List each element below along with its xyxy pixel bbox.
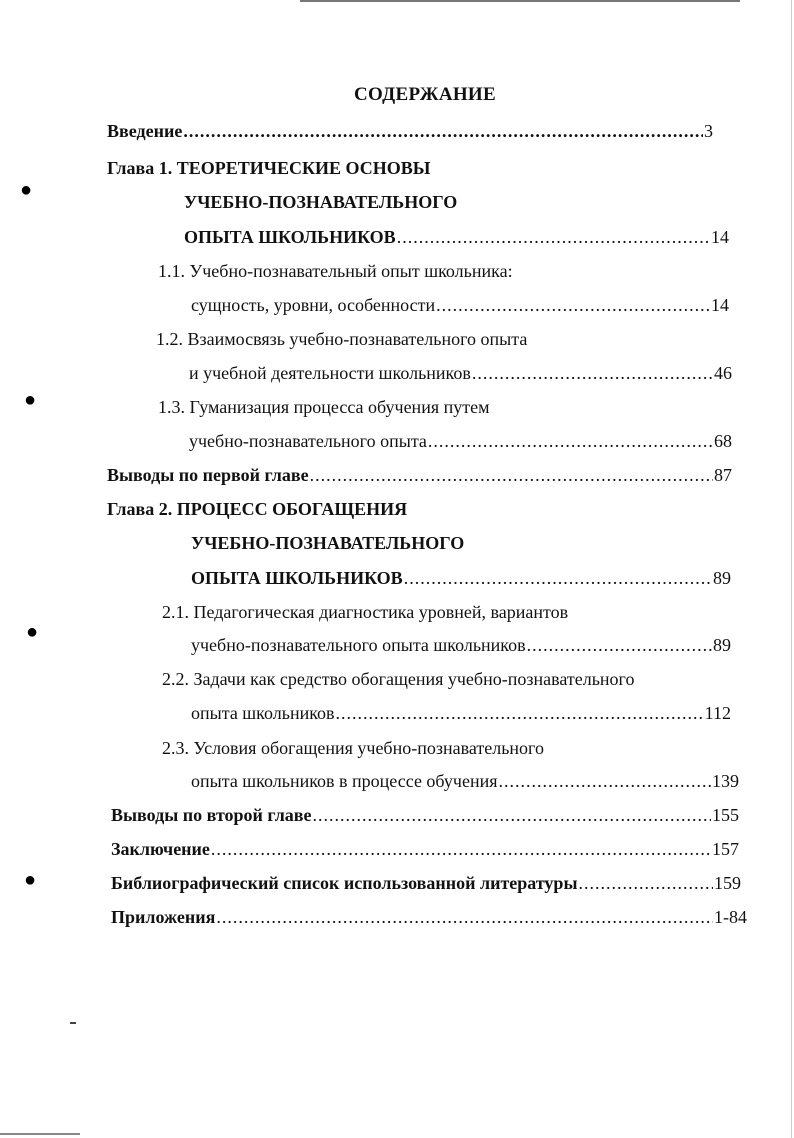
toc-leader-dots (336, 700, 704, 726)
toc-entry-conclusions-1[interactable] (107, 462, 732, 488)
toc-leader-dots (499, 768, 712, 794)
toc-leader-dots (313, 802, 712, 828)
scan-mark (70, 1022, 76, 1024)
section-2-2-line2[interactable] (191, 700, 731, 726)
toc-entry-label: сущность, уровни, особенности (191, 295, 436, 315)
chapter-2-heading-line2: УЧЕБНО-ПОЗНАВАТЕЛЬНОГО (191, 533, 465, 553)
chapter-2-heading[interactable]: Глава 2. ПРОЦЕСС ОБОГАЩЕНИЯ (107, 499, 408, 519)
toc-entry-page: 112 (704, 703, 731, 723)
toc-entry-label: Введение (107, 121, 183, 141)
toc-entry-bibliography[interactable] (111, 870, 741, 896)
toc-entry-conclusions-2[interactable] (111, 802, 739, 828)
toc-entry-label: Выводы по первой главе (107, 465, 309, 485)
section-1-2-line1[interactable]: 1.2. Взаимосвязь учебно-познавательного опыта (156, 329, 528, 349)
toc-leader-dots (579, 870, 714, 896)
toc-entry-appendix[interactable] (111, 904, 747, 930)
toc-leader-dots (183, 118, 703, 144)
toc-entry-page: 139 (712, 771, 739, 791)
scan-bottom-edge (0, 1133, 80, 1135)
toc-entry-page: 89 (713, 635, 731, 655)
toc-entry-page: 157 (712, 839, 739, 859)
chapter-1-heading-line3[interactable] (184, 224, 729, 250)
toc-entry-label: и учебной деятельности школьников (189, 363, 471, 383)
toc-entry-conclusion[interactable] (111, 836, 739, 862)
punch-hole-icon: ● (26, 621, 39, 643)
toc-entry-page: 1-84 (714, 907, 747, 927)
toc-entry-page: 68 (714, 431, 732, 451)
toc-entry-page: 14 (711, 295, 729, 315)
toc-entry-label: Выводы по второй главе (111, 805, 312, 825)
toc-entry-page: 155 (712, 805, 739, 825)
chapter-2-heading-line3[interactable] (191, 565, 731, 591)
toc-leader-dots (310, 462, 713, 488)
toc-entry-label: опыта школьников (191, 703, 335, 723)
toc-title: СОДЕРЖАНИЕ (354, 84, 496, 105)
toc-entry-page: 14 (711, 227, 729, 247)
toc-entry-label: учебно-познавательного опыта (189, 431, 427, 451)
toc-leader-dots (436, 292, 710, 318)
toc-entry-label: Заключение (111, 839, 210, 859)
toc-entry-page: 3 (704, 121, 713, 141)
toc-leader-dots (428, 428, 713, 454)
section-1-3-line1[interactable]: 1.3. Гуманизация процесса обучения путем (158, 397, 490, 417)
toc-entry-introduction[interactable] (107, 118, 713, 144)
section-1-3-line2[interactable] (189, 428, 732, 454)
chapter-1-heading[interactable]: Глава 1. ТЕОРЕТИЧЕСКИЕ ОСНОВЫ (107, 158, 431, 178)
toc-leader-dots (472, 360, 713, 386)
scan-top-edge (300, 0, 740, 2)
toc-entry-label: ОПЫТА ШКОЛЬНИКОВ (184, 227, 396, 247)
toc-entry-label: учебно-познавательного опыта школьников (191, 635, 526, 655)
section-1-1-line2[interactable] (191, 292, 729, 318)
section-2-3-line1[interactable]: 2.3. Условия обогащения учебно-познавательного (162, 738, 544, 758)
toc-entry-label: Библиографический список использованной литературы (111, 873, 578, 893)
section-2-1-line1[interactable]: 2.1. Педагогическая диагностика уровней, вариантов (162, 602, 569, 622)
scan-right-edge (791, 0, 792, 1138)
section-1-1-line1[interactable]: 1.1. Учебно-познавательный опыт школьника: (158, 261, 513, 281)
section-2-3-line2[interactable] (191, 768, 739, 794)
punch-hole-icon: ● (24, 389, 37, 411)
toc-leader-dots (404, 565, 712, 591)
toc-entry-page: 87 (714, 465, 732, 485)
toc-entry-label: ОПЫТА ШКОЛЬНИКОВ (191, 568, 403, 588)
punch-hole-icon: ● (24, 869, 37, 891)
toc-entry-label: Приложения (111, 907, 216, 927)
toc-leader-dots (216, 904, 713, 930)
section-1-2-line2[interactable] (189, 360, 732, 386)
toc-entry-label: опыта школьников в процессе обучения (191, 771, 498, 791)
section-2-2-line1[interactable]: 2.2. Задачи как средство обогащения учебно-познавательного (162, 669, 635, 689)
punch-hole-icon: ● (20, 179, 33, 201)
toc-entry-page: 46 (714, 363, 732, 383)
chapter-1-heading-line2: УЧЕБНО-ПОЗНАВАТЕЛЬНОГО (184, 192, 458, 212)
toc-leader-dots (397, 224, 710, 250)
section-2-1-line2[interactable] (191, 632, 731, 658)
toc-leader-dots (527, 632, 712, 658)
toc-entry-page: 159 (714, 873, 741, 893)
toc-entry-page: 89 (713, 568, 731, 588)
toc-leader-dots (211, 836, 711, 862)
